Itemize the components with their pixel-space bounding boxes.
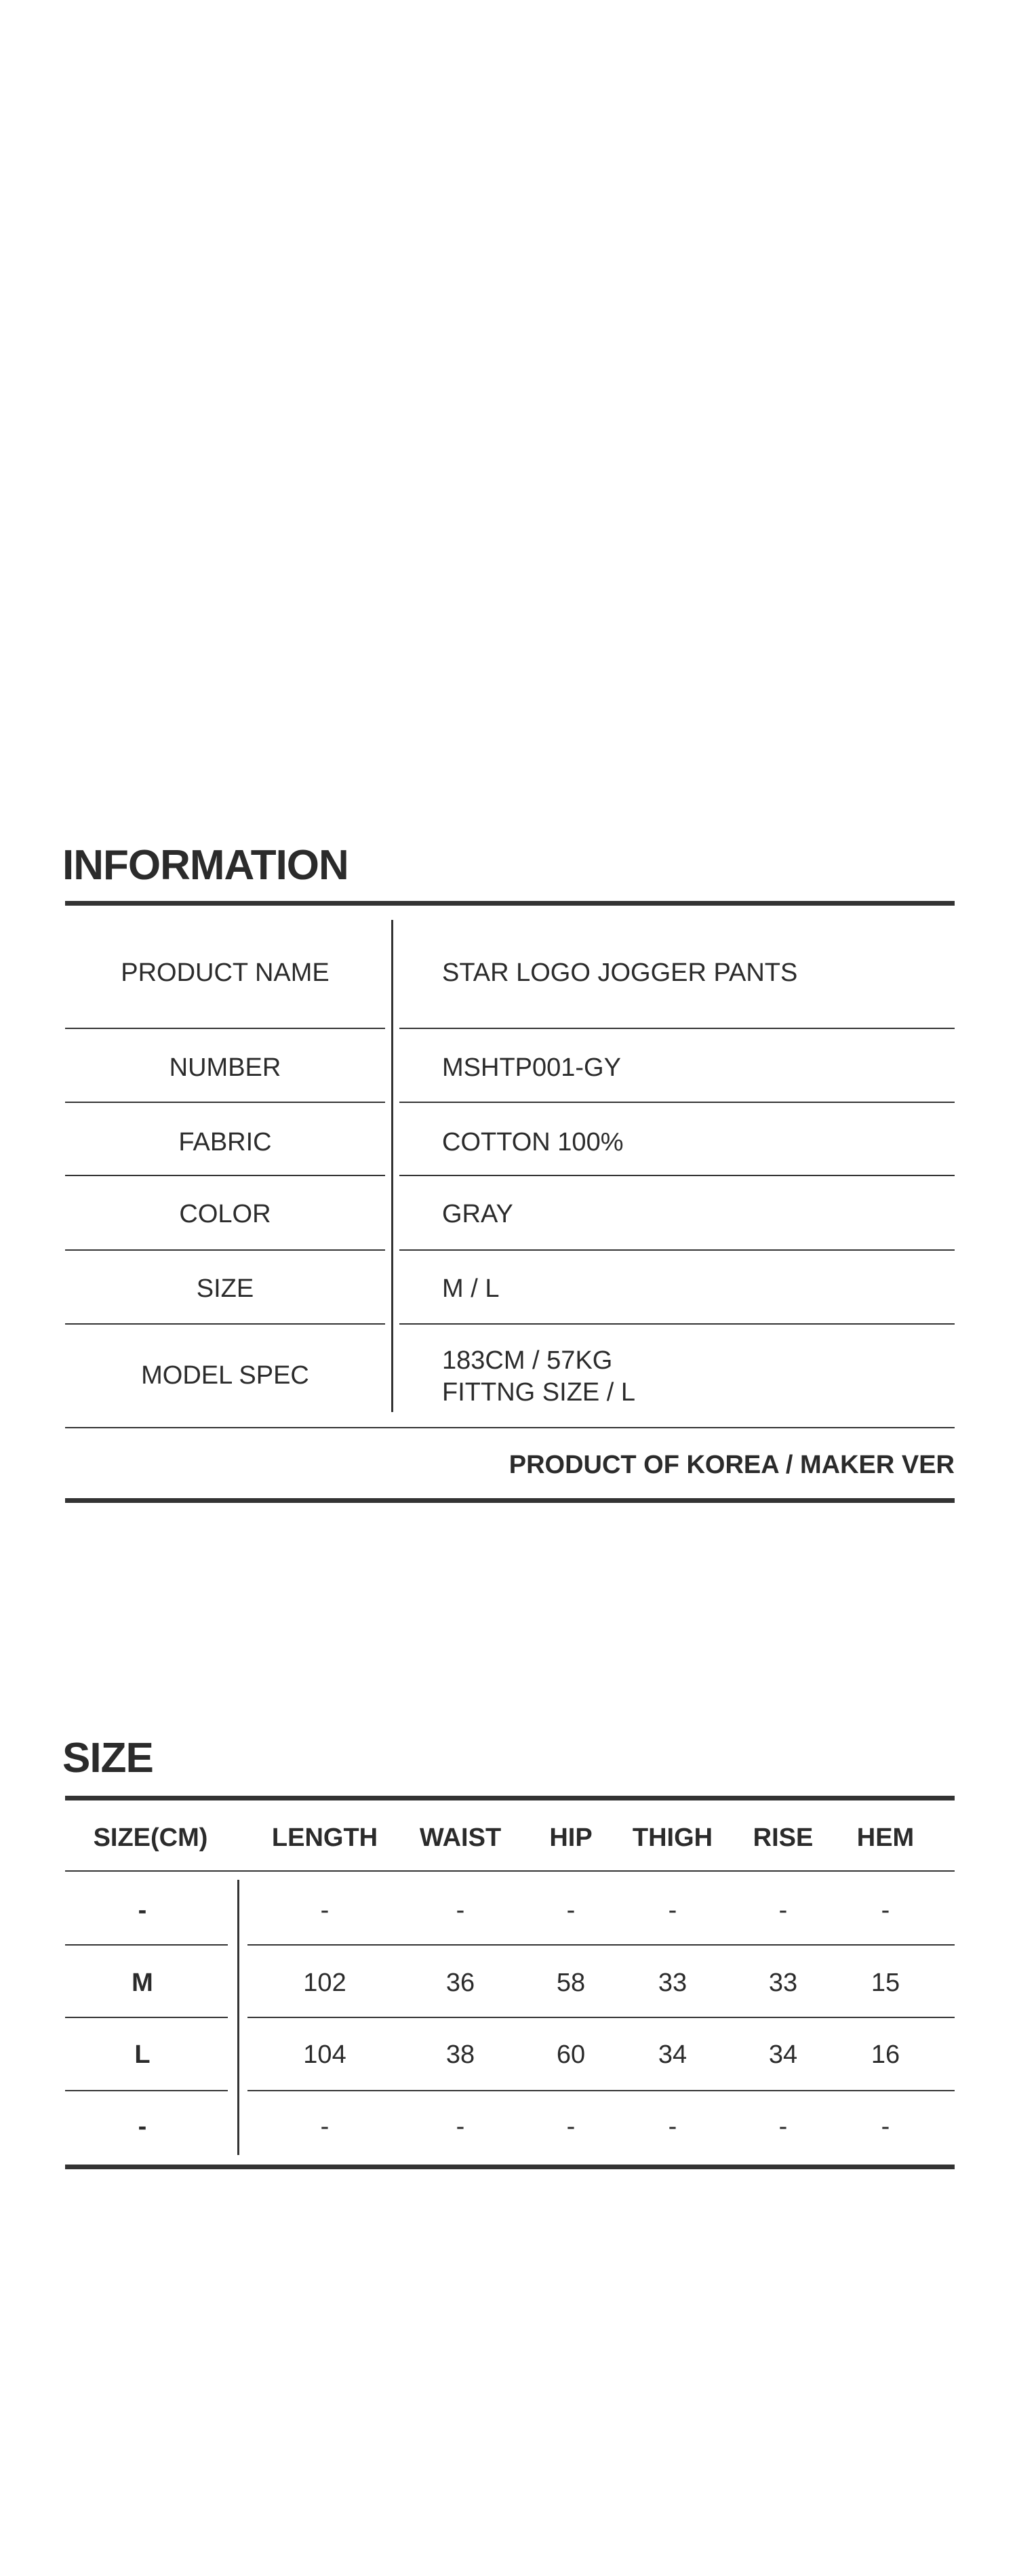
info-label-number: NUMBER (169, 1053, 281, 1082)
information-column-divider (391, 920, 393, 1412)
size-cell-length: - (320, 1896, 330, 1925)
size-cell-thigh: - (668, 1896, 677, 1925)
size-bottom-rule (65, 2165, 955, 2169)
size-cell-rise: - (778, 1896, 788, 1925)
size-row-label: - (138, 1896, 147, 1925)
size-row-divider-right (247, 2017, 955, 2018)
info-row-divider-left (65, 1102, 385, 1103)
size-cell-hip: - (566, 1896, 576, 1925)
size-row-divider-left (65, 2017, 228, 2018)
info-row-divider-left (65, 1175, 385, 1176)
info-row-divider-left (65, 1323, 385, 1325)
size-header-rise: RISE (753, 1824, 814, 1852)
info-value-size: M / L (442, 1274, 500, 1303)
size-row-divider-left (65, 2090, 228, 2091)
info-value-model-spec (442, 1345, 635, 1409)
info-bottom-divider (65, 1427, 955, 1428)
size-cell-length: 102 (303, 1969, 346, 1997)
info-value-number: MSHTP001-GY (442, 1053, 621, 1082)
info-row-divider-left (65, 1028, 385, 1029)
size-cell-hem: - (881, 1896, 890, 1925)
info-value-model-spec-line1: 183CM / 57KG (442, 1346, 613, 1375)
size-cell-waist: 38 (445, 2040, 475, 2069)
info-label-color: COLOR (179, 1200, 271, 1228)
info-label-fabric: FABRIC (178, 1128, 272, 1156)
size-header-thigh: THIGH (632, 1824, 713, 1852)
info-value-fabric: COTTON 100% (442, 1128, 624, 1156)
size-header-length: LENGTH (271, 1824, 378, 1852)
size-row-divider-right (247, 2090, 955, 2091)
size-header-hip: HIP (549, 1824, 593, 1852)
info-row-divider-left (65, 1249, 385, 1251)
size-row-label: - (138, 2112, 147, 2141)
size-row-label: L (134, 2040, 151, 2069)
size-cell-rise: - (778, 2112, 788, 2141)
size-cell-thigh: 33 (658, 1969, 687, 1997)
info-label-model-spec: MODEL SPEC (141, 1361, 309, 1390)
size-header-size-cm: SIZE(CM) (93, 1824, 208, 1852)
info-row-divider-right (399, 1249, 955, 1251)
size-cell-thigh: - (668, 2112, 677, 2141)
size-row-label: M (132, 1969, 153, 1997)
size-cell-waist: - (456, 1896, 465, 1925)
info-row-divider-right (399, 1323, 955, 1325)
size-header-waist: WAIST (419, 1824, 502, 1852)
size-title: SIZE (62, 1735, 153, 1782)
size-cell-length: - (320, 2112, 330, 2141)
info-label-product-name: PRODUCT NAME (121, 959, 330, 987)
size-row-divider-left (65, 1944, 228, 1946)
info-value-product-name: STAR LOGO JOGGER PANTS (442, 959, 798, 987)
size-cell-hem: - (881, 2112, 890, 2141)
size-column-divider (237, 1880, 239, 2155)
information-title: INFORMATION (62, 842, 348, 889)
information-bottom-rule (65, 1498, 955, 1503)
size-top-rule (65, 1796, 955, 1800)
info-row-divider-right (399, 1102, 955, 1103)
size-cell-thigh: 34 (658, 2040, 687, 2069)
size-header-hem: HEM (856, 1824, 915, 1852)
size-cell-length: 104 (303, 2040, 346, 2069)
size-cell-hem: 15 (871, 1969, 900, 1997)
info-row-divider-right (399, 1028, 955, 1029)
size-cell-waist: - (456, 2112, 465, 2141)
size-cell-hip: 60 (556, 2040, 586, 2069)
size-cell-rise: 33 (768, 1969, 798, 1997)
size-cell-hip: - (566, 2112, 576, 2141)
size-cell-rise: 34 (768, 2040, 798, 2069)
information-top-rule (65, 901, 955, 906)
origin-maker-note: PRODUCT OF KOREA / MAKER VER (509, 1451, 955, 1479)
info-value-color: GRAY (442, 1200, 513, 1228)
info-value-model-spec-line2: FITTNG SIZE / L (442, 1378, 636, 1407)
size-cell-waist: 36 (445, 1969, 475, 1997)
size-header-divider (65, 1870, 955, 1872)
info-label-size: SIZE (196, 1274, 254, 1303)
size-cell-hip: 58 (556, 1969, 586, 1997)
size-cell-hem: 16 (871, 2040, 900, 2069)
size-row-divider-right (247, 1944, 955, 1946)
info-row-divider-right (399, 1175, 955, 1176)
